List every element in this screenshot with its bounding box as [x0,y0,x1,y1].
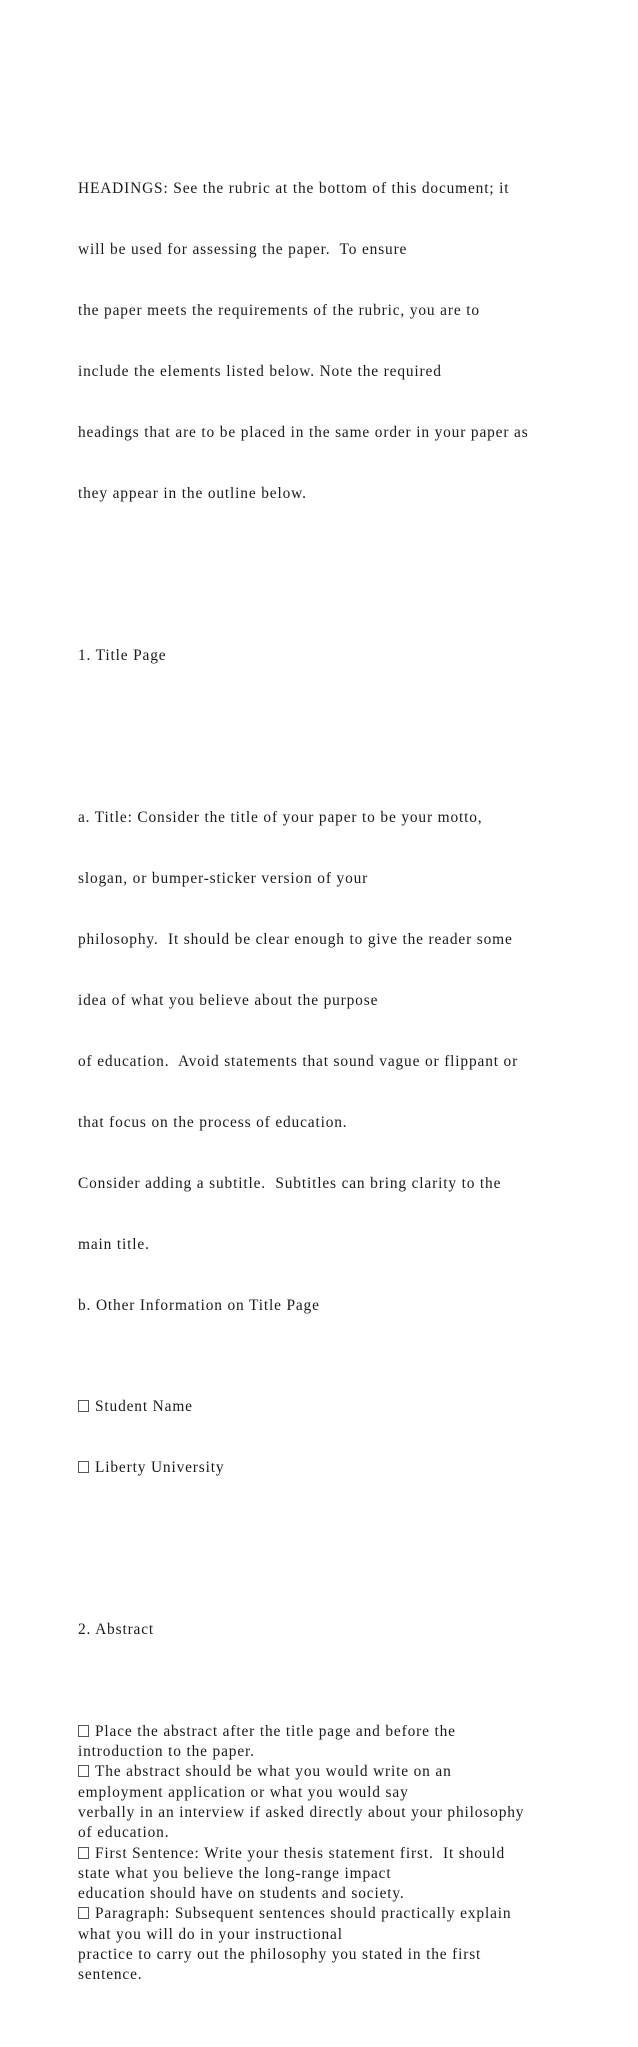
list-item [78,1844,598,1864]
list-item-continuation [78,1925,598,1945]
title-section-line: a. Title: Consider the title of your paper to be your motto, [78,809,483,827]
list-item-continuation [78,1742,598,1762]
list-item-text: education should have on students and society. [78,1885,405,1903]
list-item-text: employment application or what you would say [78,1783,409,1801]
list-item-text: introduction to the paper. [78,1743,255,1761]
title-section-line: that focus on the process of education. [78,1113,348,1131]
title-section-line: Consider adding a subtitle. Subtitles can bring clarity to the [78,1174,502,1192]
section-heading-title-page: 1. Title Page [78,647,167,665]
bullet-box-icon [78,1847,89,1859]
list-item-continuation [78,1884,598,1904]
list-item-continuation [78,1823,598,1843]
intro-line: include the elements listed below. Note the required [78,362,442,380]
section-heading-abstract: 2. Abstract [78,1621,155,1639]
list-item-text: state what you believe the long-range impact [78,1864,392,1882]
list-item-text: what you will do in your instructional [78,1925,343,1943]
blank-line [78,1519,598,1539]
list-item-text: Place the abstract after the title page and before the [95,1722,456,1740]
list-item [78,1762,598,1782]
blank-line [78,545,598,565]
list-item-continuation [78,1783,598,1803]
bullet-box-icon [78,1765,89,1777]
intro-line: will be used for assessing the paper. To ensure [78,241,408,259]
intro-line: headings that are to be placed in the same order in your paper as [78,423,529,441]
title-section-line: slogan, or bumper-sticker version of your [78,870,369,888]
list-item-continuation [78,1803,598,1823]
list-item-continuation [78,1864,598,1884]
list-item [78,1458,598,1478]
list-item-text: Paragraph: Subsequent sentences should practically explain [95,1905,512,1923]
list-item-text: Student Name [95,1398,193,1415]
bullet-box-icon [78,1400,89,1412]
document-body [78,98,598,2047]
intro-line: HEADINGS: See the rubric at the bottom of this document; it [78,180,510,198]
blank-line [78,707,598,727]
abstract-list [78,1722,598,1986]
list-item-text: First Sentence: Write your thesis statement first. It should [95,1844,506,1862]
intro-line: they appear in the outline below. [78,484,307,502]
list-item-text: verbally in an interview if asked directly about your philosophy [78,1803,525,1821]
list-item [78,1722,598,1742]
list-item-text: practice to carry out the philosophy you stated in the first [78,1946,482,1964]
list-item-continuation [78,1945,598,1965]
list-item-text: of education. [78,1824,170,1842]
bullet-box-icon [78,1461,89,1473]
title-section-line: b. Other Information on Title Page [78,1296,320,1314]
title-section-line: main title. [78,1235,150,1253]
title-section-line: philosophy. It should be clear enough to give the reader some [78,931,513,949]
intro-line: the paper meets the requirements of the rubric, you are to [78,301,480,319]
bullet-box-icon [78,1907,89,1919]
title-section-line: idea of what you believe about the purpose [78,992,379,1010]
list-item-text: sentence. [78,1966,143,1984]
list-item-text: Liberty University [95,1458,225,1476]
list-item-text: The abstract should be what you would write on an [95,1763,452,1781]
title-section-line: of education. Avoid statements that sound vague or flippant or [78,1052,519,1070]
list-item-continuation [78,1965,598,1985]
bullet-box-icon [78,1725,89,1737]
list-item [78,1397,598,1417]
list-item [78,1904,598,1924]
